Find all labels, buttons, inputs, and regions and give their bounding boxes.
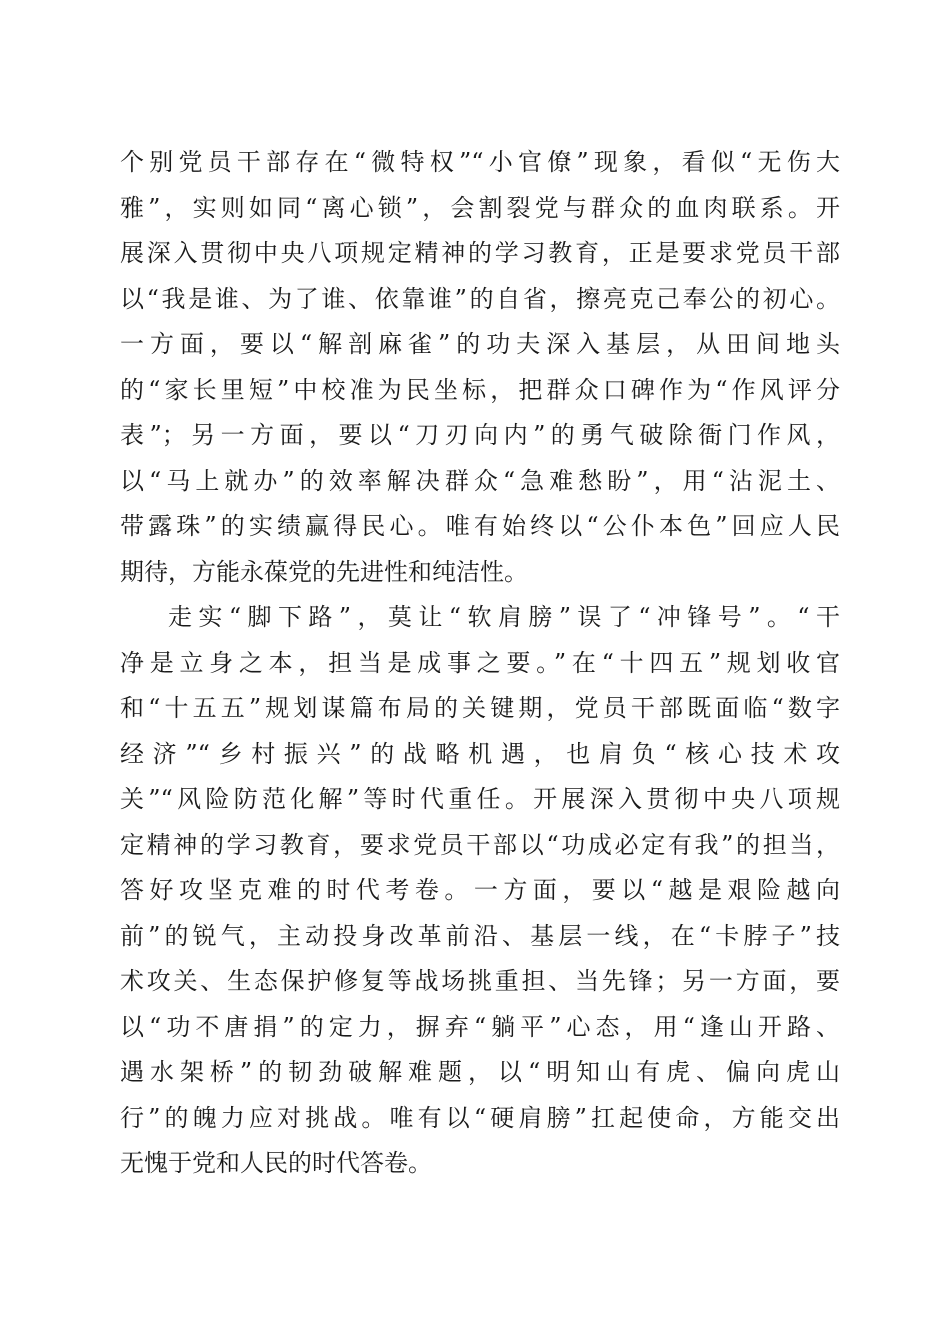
text-line: 带露珠”的实绩赢得民心。唯有始终以“公仆本色”回应人民 — [120, 512, 840, 540]
paragraph-2 — [120, 595, 840, 1187]
text-line: 经济”“乡村振兴”的战略机遇，也肩负“核心技术攻 — [120, 739, 840, 768]
text-line: 以“马上就办”的效率解决群众“急难愁盼”，用“沾泥土、 — [120, 466, 840, 495]
text-line: 遇水架桥”的韧劲破解难题，以“明知山有虎、偏向虎山 — [120, 1058, 840, 1086]
text-line: 期待，方能永葆党的先进性和纯洁性。 — [120, 557, 528, 586]
text-line: 术攻关、生态保护修复等战场挑重担、当先锋；另一方面，要 — [120, 967, 840, 995]
text-line: 雅”，实则如同“离心锁”，会割裂党与群众的血肉联系。开 — [120, 193, 840, 222]
text-line: 行”的魄力应对挑战。唯有以“硬肩膀”扛起使命，方能交出 — [120, 1103, 840, 1132]
text-line: 净是立身之本，担当是成事之要。”在“十四五”规划收官 — [120, 648, 840, 677]
paragraph-1 — [120, 140, 840, 595]
text-line: 的“家长里短”中校准为民坐标，把群众口碑作为“作风评分 — [120, 375, 840, 404]
text-line: 答好攻坚克难的时代考卷。一方面，要以“越是艰险越向 — [120, 876, 840, 904]
text-line: 展深入贯彻中央八项规定精神的学习教育，正是要求党员干部 — [120, 239, 840, 267]
text-line: 表”；另一方面，要以“刀刃向内”的勇气破除衙门作风， — [120, 421, 840, 449]
text-line: 一方面，要以“解剖麻雀”的功夫深入基层，从田间地头 — [120, 330, 840, 358]
text-line: 前”的锐气，主动投身改革前沿、基层一线，在“卡脖子”技 — [120, 921, 840, 950]
text-line: 定精神的学习教育，要求党员干部以“功成必定有我”的担当， — [120, 830, 840, 859]
document-body — [120, 140, 840, 1187]
text-line: 无愧于党和人民的时代答卷。 — [120, 1149, 432, 1177]
text-line: 和“十五五”规划谋篇布局的关键期，党员干部既面临“数字 — [120, 694, 840, 722]
text-line: 走实“脚下路”，莫让“软肩膀”误了“冲锋号”。“干 — [168, 603, 840, 631]
text-line: 关”“风险防范化解”等时代重任。开展深入贯彻中央八项规 — [120, 785, 840, 813]
text-line: 以“我是谁、为了谁、依靠谁”的自省，擦亮克己奉公的初心。 — [120, 284, 840, 313]
text-line: 个别党员干部存在“微特权”“小官僚”现象，看似“无伤大 — [120, 148, 840, 176]
text-line: 以“功不唐捐”的定力，摒弃“躺平”心态，用“逢山开路、 — [120, 1012, 840, 1041]
